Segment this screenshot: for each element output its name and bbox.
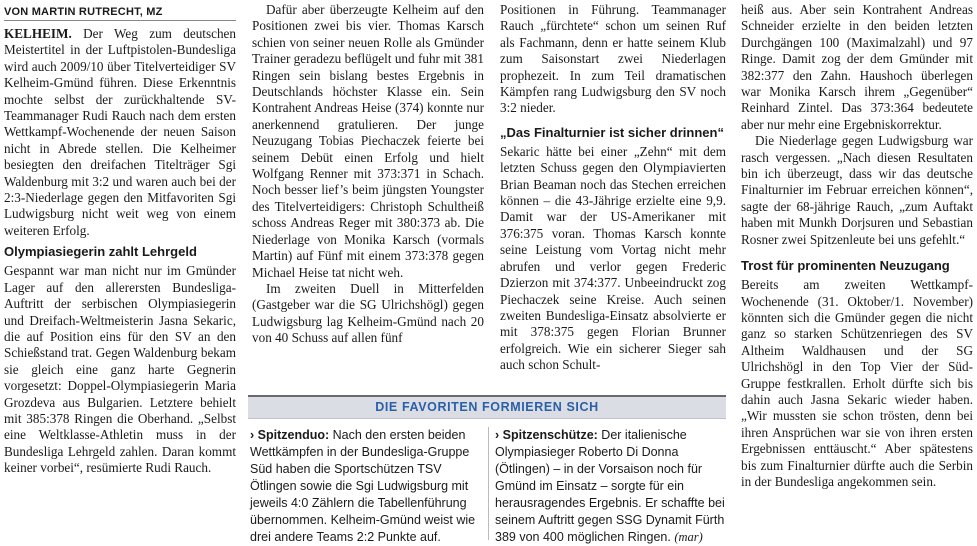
paragraph: Positionen in Führung. Teammanager Rauch „fürchtete“ schon um seinen Ruf als Fachmann, denn er hatte seinem Klub zum Saisonstart zwei Niederlagen prophezeit. In zum Teil dramatischen Kämpfen rang Ludwigsburg den SV noch 3:2 nieder. <box>500 2 726 116</box>
paragraph: Bereits am zweiten Wettkampf-Wochenende (31. Oktober/1. November) könnten sich die Gmünder gegen die nicht ganz so starken Schützenriegen des SV Altheim Waldhausen und der SG Ulrichshögl in den Top Vier der Süd-Gruppe festkrallen. Erholt dürfte sich bis dahin auch Jasna Sekaric wieder haben. „Wir mussten sie schon trösten, denn bei ihren Ansprüchen war sie von ihren ersten Ergebnissen enttäuscht.“ Aber spätestens bis zum Finalturnier dürfte auch die Serbin in der Bundesliga angekommen sein. <box>741 277 973 489</box>
paragraph-text: Der Weg zum deutschen Meistertitel in der Luftpistolen-Bundesliga wird auch 2009/10 über Titelverteidiger SV Kelheim-Gmünd führen. Diese Erkenntnis mochte selbst der zurückhaltende SV-Teammanager Rudi Rauch nach dem ersten Wettkampf-Wochenende der neuen Saison nicht in Abrede stellen. Die Kelheimer besiegten den dreifachen Titelträger Sgi Waldenburg mit 3:2 und waren auch bei der 2:3-Niederlage gegen den Mitfavoriten Sgi Ludwigsburg nicht weit weg von einem weiteren Erfolg. <box>4 26 236 238</box>
info-box-right-text: Der italienische Olympiasieger Roberto Di Donna (Ötlingen) – in der Vorsaison noch für Gmünd im Einsatz – sorgte für ein herausragendes Ergebnis. Er schaffte bei seinem Auftritt gegen SSG Dynamit Fürth 389 von 400 möglichen Ringen. <box>495 428 725 544</box>
info-box-right <box>495 427 725 546</box>
info-box-left-text: Nach den ersten beiden Wettkämpfen in der Bundesliga-Gruppe Süd haben die Sportschützen TSV Ötlingen sowie die Sgi Ludwigsburg mit jeweils 4:0 Zählern die Tabellenführung übernommen. Kelheim-Gmünd weist wie drei andere Teams 2:2 Punkte auf. <box>250 428 476 544</box>
chevron-right-icon: › <box>495 428 500 442</box>
paragraph: heiß aus. Aber sein Kontrahent Andreas Schneider erzielte in den beiden letzten Durchgängen 100 (Maximalzahl) und 97 Ringe. Damit zog der dem Gmünder mit 382:377 den Zahn. Haushoch überlegen war Monika Karsch ihrem „Gegenüber“ Reinhard Zintel. Das 373:364 bedeutete aber nur mehr eine Ergebniskorrektur. <box>741 2 973 132</box>
info-box-left-heading: Spitzenduo: <box>257 428 330 442</box>
article-column-3 <box>500 0 726 374</box>
subheading: Olympiasiegerin zahlt Lehrgeld <box>4 244 197 260</box>
info-box-title: DIE FAVORITEN FORMIEREN SICH <box>248 397 726 419</box>
paragraph: Gespannt war man nicht nur im Gmünder Lager auf den allerersten Bundesliga-Auftritt der serbischen Olympiasiegerin und Dreifach-Weltmeisterin Jasna Sekaric, die auf Position eins für den SV an den Schießstand trat. Gegen Waldenburg bekam sie gleich eine ganz harte Gegnerin vorgesetzt: Doppel-Olympiasiegerin Maria Grozdeva aus Bulgarien. Letztere behielt mit 385:378 Ringen die Oberhand. „Selbst eine Weltklasse-Athletin muss in der Bundesliga Lehrgeld zahlen. Daran kommt keiner vorbei“, resümierte Rudi Rauch. <box>4 263 236 476</box>
article-column-2 <box>252 0 484 347</box>
paragraph: Sekaric hätte bei einer „Zehn“ mit dem letzten Schuss gegen den Olympiavierten Brian Beaman noch das Stechen erreichen können – die 43-Jährige erzielte eine 9,9. Damit war der US-Amerikaner mit 376:375 voran. Thomas Karsch konnte seine Leistung vom Vortag nicht mehr abrufen und verlor gegen Frederic Dzierzon mit 374:377. Unbeeindruckt zog Piechaczek seine Kreise. Auch seinen zweiten Bundesliga-Einsatz absolvierte er mit 378:375 gegen Florian Brunner erfolgreich. Wie ein sicherer Sieger sah auch schon Schult- <box>500 143 726 373</box>
info-box-left <box>250 427 480 546</box>
info-box-divider <box>488 427 489 540</box>
paragraph: Dafür aber überzeugte Kelheim auf den Positionen zwei bis vier. Thomas Karsch schien von seiner neuen Rolle als Gmünder Trainer geradezu beflügelt und fuhr mit 381 Ringen sein bislang bestes Ergebnis in Deutschlands höchster Klasse ein. Sein Kontrahent Andreas Heise (374) konnte nur anerkennend gratulieren. Der junge Neuzugang Tobias Piechaczek feierte bei seinem Debüt einen Erfolg und hielt Wolfgang Renner mit 373:371 in Schach. Noch besser lief’s beim jüngsten Youngster des Titelverteidigers: Christoph Schultheiß schoss Andreas Reger mit 380:373 ab. Die Niederlage von Monika Karsch (vormals Martin) auf Fünf mit einem 373:378 gegen Michael Heise tat nicht weh. <box>252 2 484 280</box>
paragraph: Im zweiten Duell in Mitterfelden (Gastgeber war die SG Ulrichshögl) gegen Ludwigsburg lag Kelheim-Gmünd nach 20 von 40 Schuss auf allen fünf <box>252 280 484 346</box>
byline: VON MARTIN RUTRECHT, MZ <box>4 6 163 18</box>
article-column-1 <box>4 0 236 477</box>
chevron-right-icon: › <box>250 428 255 442</box>
info-box-right-heading: Spitzenschütze: <box>502 428 598 442</box>
info-box <box>248 395 726 545</box>
article-column-4 <box>741 0 973 490</box>
dateline: KELHEIM. <box>4 26 72 41</box>
paragraph: Die Niederlage gegen Ludwigsburg war rasch vergessen. „Nach diesen Resultaten bin ich überzeugt, dass wir das deutsche Finalturnier im Februar erreichen können“, sagte der 68-jährige Rauch, „zum Auftakt haben mit Munkh Dorjsuren und Sebastian Rosner zwei Spitzenleute bei uns gefehlt.“ <box>741 133 973 247</box>
paragraph <box>4 26 236 239</box>
subheading: Trost für prominenten Neuzugang <box>741 258 950 274</box>
author-credit: (mar) <box>674 530 703 544</box>
subheading: „Das Finalturnier ist sicher drinnen“ <box>500 124 724 140</box>
